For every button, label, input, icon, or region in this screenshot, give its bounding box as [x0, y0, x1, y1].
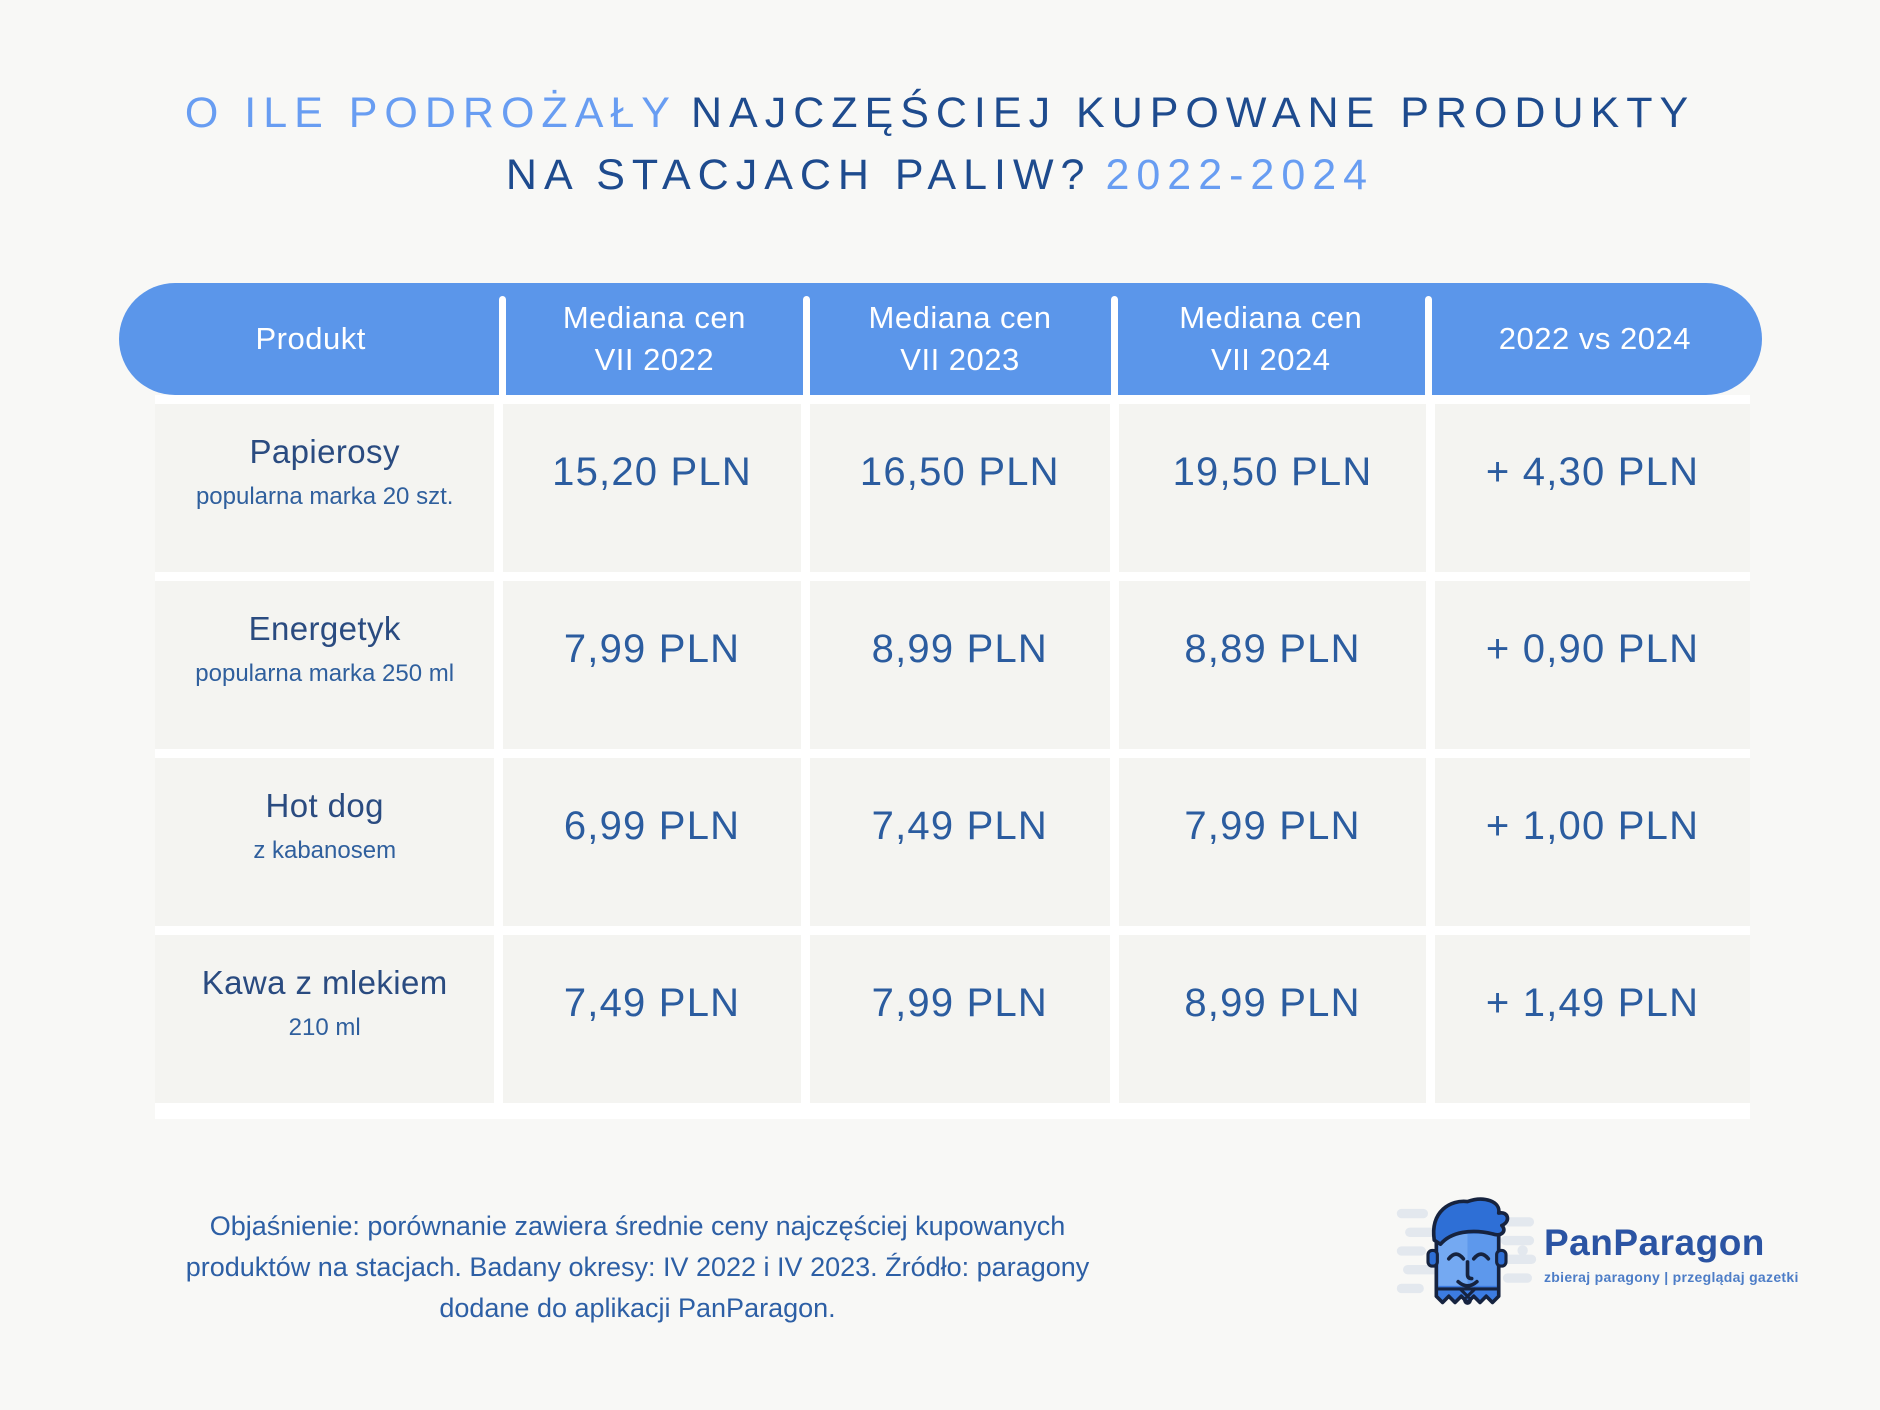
title-accent-text: O ILE PODROŻAŁY — [184, 89, 677, 137]
footnote-line1: Objaśnienie: porównanie zawiera średnie ceny najczęściej kupowanych — [209, 1211, 1066, 1241]
column-divider — [1111, 296, 1118, 404]
price-cell-2023: 8,99 PLN — [810, 581, 1110, 749]
logo-text-block — [1544, 1222, 1799, 1285]
price-comparison-table — [119, 283, 1762, 1119]
product-subtitle: 210 ml — [288, 1014, 361, 1041]
brand-wordmark: PanParagon — [1544, 1222, 1765, 1263]
product-name: Energetyk — [248, 610, 401, 647]
brand-tagline: zbieraj paragony | przeglądaj gazetki — [1544, 1269, 1799, 1285]
price-cell-2024: 8,89 PLN — [1119, 581, 1426, 749]
panparagon-mascot-icon — [1396, 1186, 1538, 1321]
product-cell — [155, 935, 494, 1103]
product-name: Papierosy — [249, 433, 400, 470]
price-cell-2023: 7,99 PLN — [810, 935, 1110, 1103]
product-cell — [155, 581, 494, 749]
product-name: Hot dog — [265, 787, 384, 824]
product-subtitle: z kabanosem — [253, 837, 397, 864]
table-body — [155, 395, 1750, 1119]
product-cell — [155, 404, 494, 572]
column-header-mediana-2022: Mediana cen VII 2022 — [562, 300, 746, 377]
price-cell-2024: 19,50 PLN — [1119, 404, 1426, 572]
footnote-line3: dodane do aplikacji PanParagon. — [439, 1293, 836, 1323]
column-divider — [1425, 296, 1432, 404]
price-diff-cell: + 4,30 PLN — [1435, 404, 1750, 572]
price-cell-2023: 7,49 PLN — [810, 758, 1110, 926]
price-diff-cell: + 1,00 PLN — [1435, 758, 1750, 926]
price-diff-cell: + 1,49 PLN — [1435, 935, 1750, 1103]
table-header-row — [119, 283, 1762, 395]
product-cell — [155, 758, 494, 926]
price-cell-2022: 6,99 PLN — [503, 758, 800, 926]
column-divider — [499, 296, 506, 404]
footnote-line2: produktów na stacjach. Badany okresy: IV 2022 i IV 2023. Źródło: paragony — [185, 1252, 1090, 1282]
title-dark-text: NAJCZĘŚCIEJ KUPOWANE PRODUKTY — [690, 89, 1696, 137]
price-cell-2023: 16,50 PLN — [810, 404, 1110, 572]
price-cell-2022: 15,20 PLN — [503, 404, 800, 572]
price-cell-2024: 8,99 PLN — [1119, 935, 1426, 1103]
price-cell-2022: 7,49 PLN — [503, 935, 800, 1103]
column-header-mediana-2024: Mediana cen VII 2024 — [1179, 300, 1363, 377]
title-dark-text: NA STACJACH PALIW? — [505, 151, 1092, 199]
price-cell-2022: 7,99 PLN — [503, 581, 800, 749]
column-header-mediana-2023: Mediana cen VII 2023 — [868, 300, 1052, 377]
price-cell-2024: 7,99 PLN — [1119, 758, 1426, 926]
panparagon-logo — [1396, 1186, 1799, 1321]
column-header-produkt: Produkt — [255, 321, 366, 356]
price-diff-cell: + 0,90 PLN — [1435, 581, 1750, 749]
footnote-text — [145, 1206, 1130, 1329]
product-subtitle: popularna marka 250 ml — [195, 660, 455, 687]
page-title — [0, 82, 1880, 206]
product-name: Kawa z mlekiem — [201, 964, 448, 1001]
title-accent-text: 2022-2024 — [1105, 151, 1375, 199]
column-divider — [803, 296, 810, 404]
column-header-2022-vs-2024: 2022 vs 2024 — [1498, 321, 1691, 356]
page-title-line1 — [0, 82, 1880, 144]
product-subtitle: popularna marka 20 szt. — [195, 483, 454, 510]
page-title-line2 — [0, 144, 1880, 206]
